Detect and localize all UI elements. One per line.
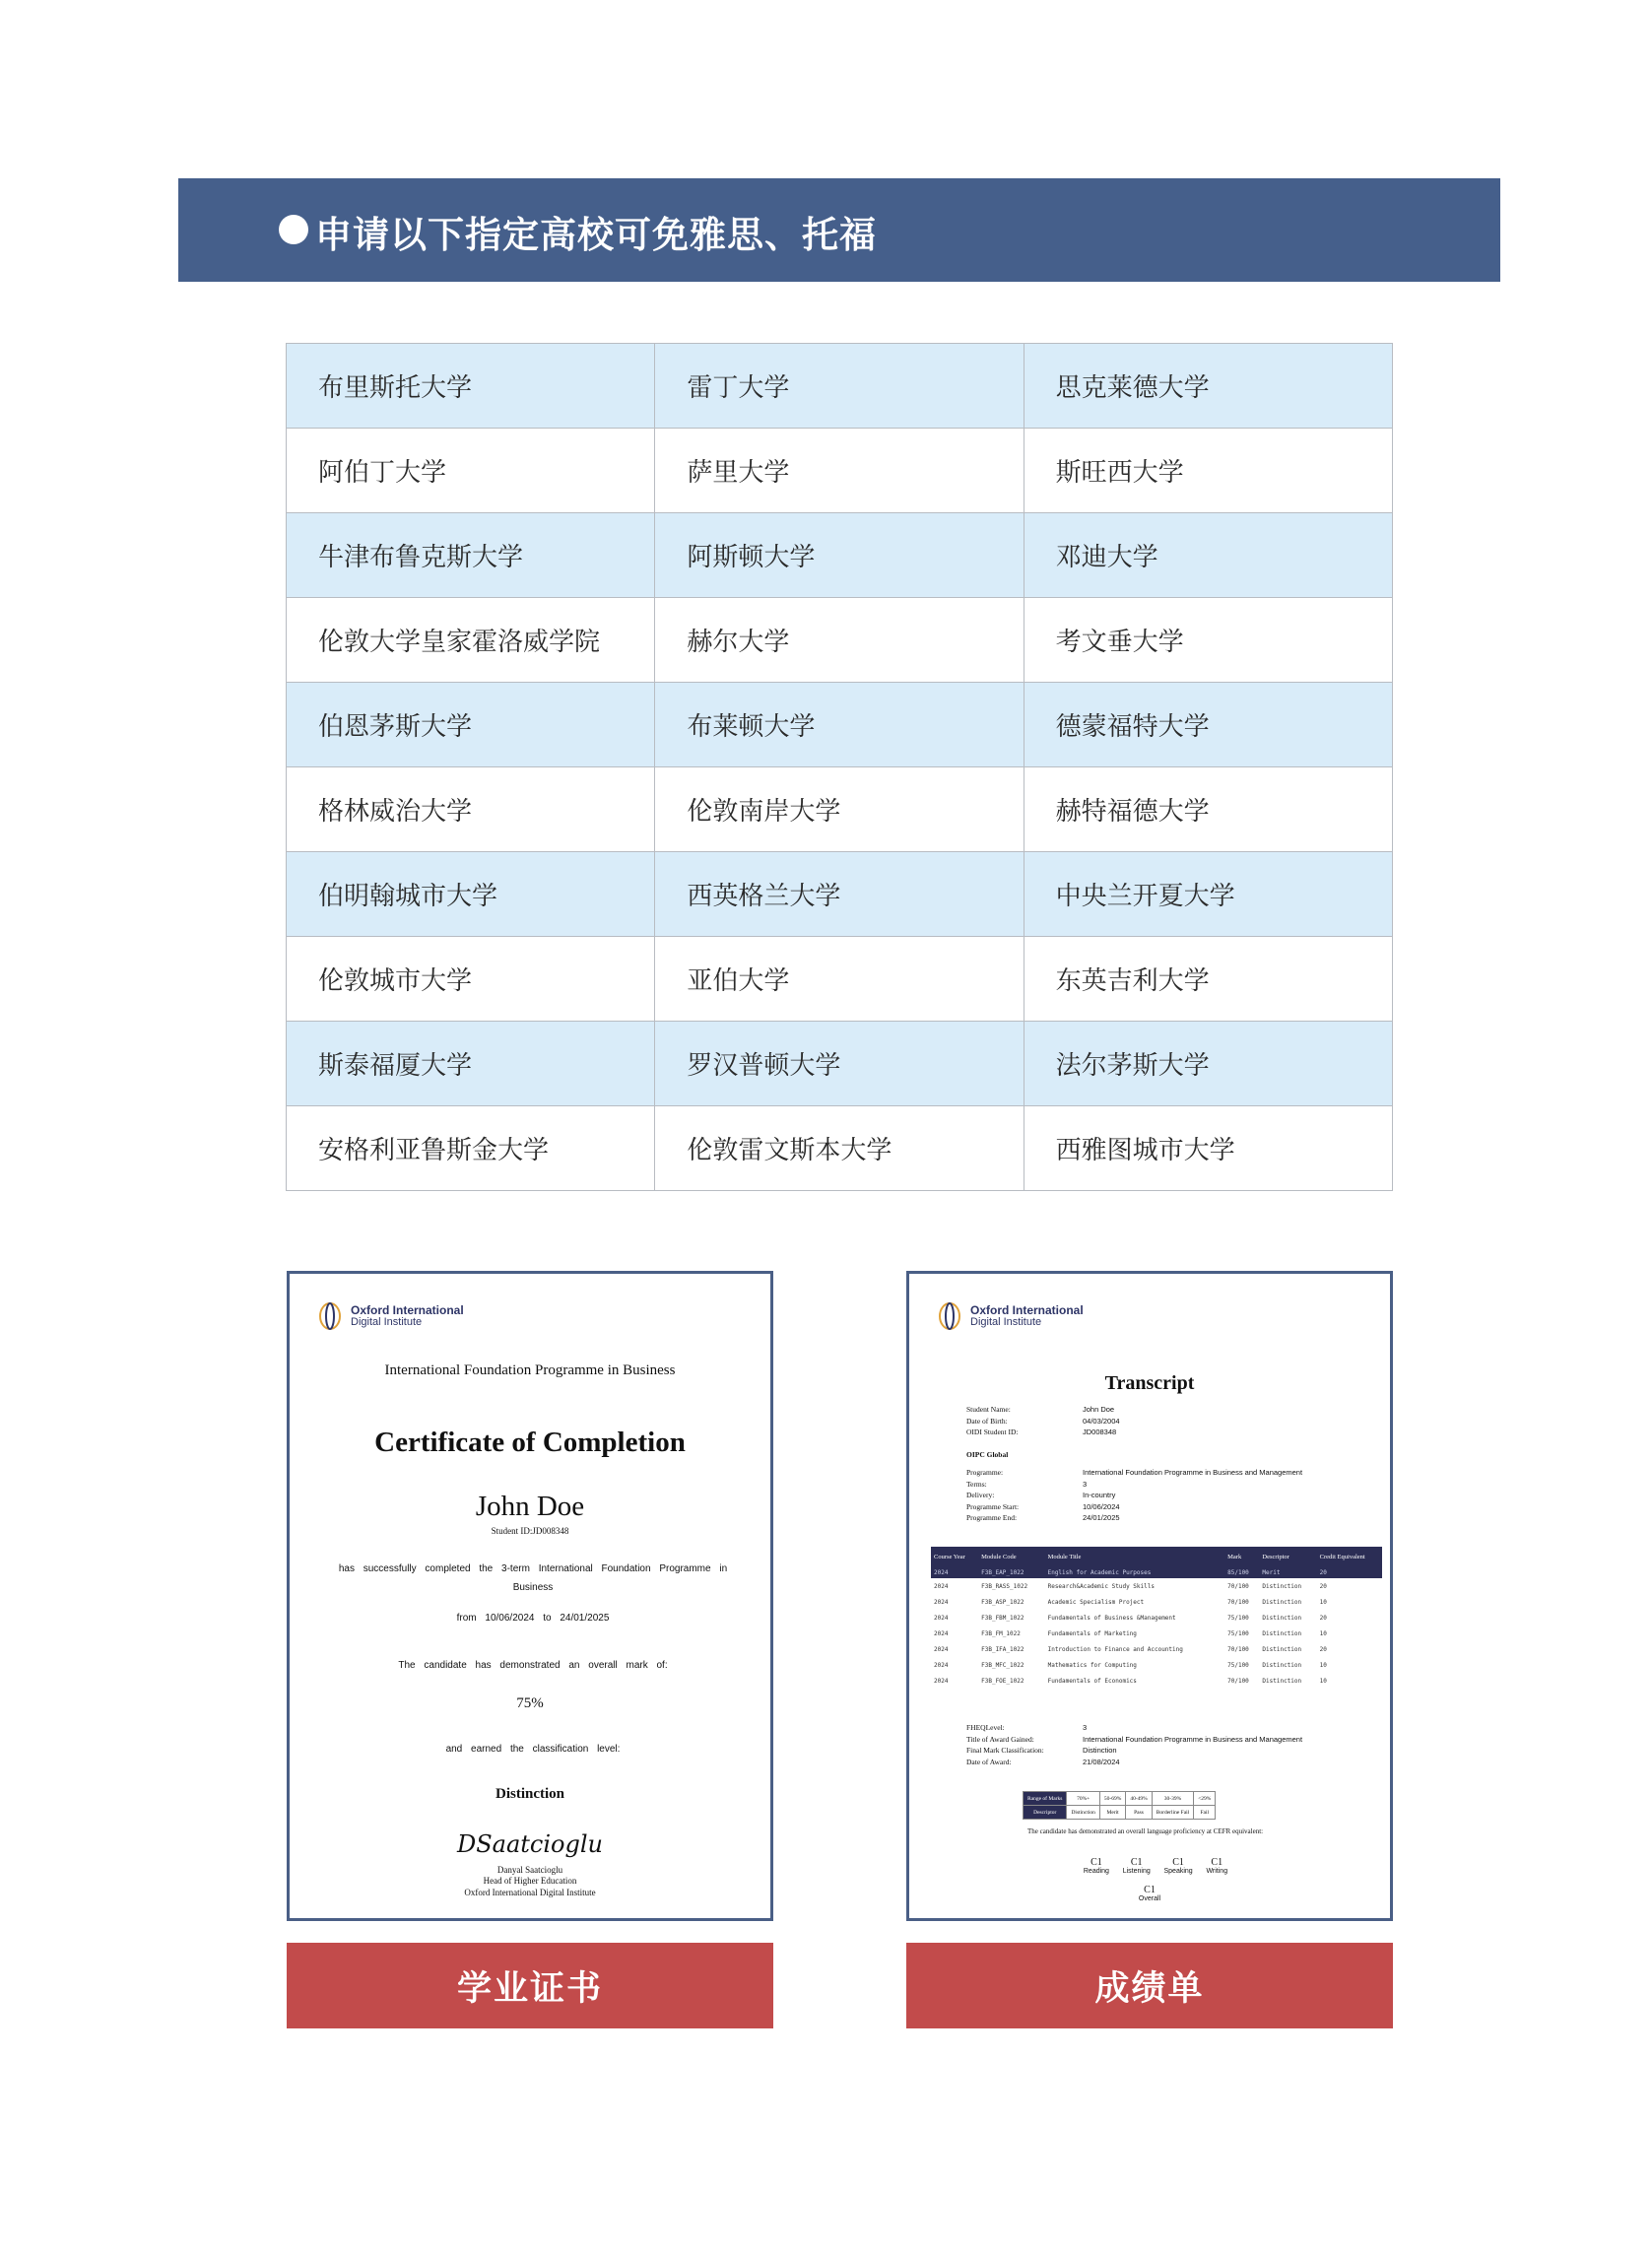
certificate-title: Certificate of Completion (374, 1427, 686, 1458)
field-key: Date of Birth: (966, 1416, 1008, 1426)
column-header: Module Title (1045, 1547, 1225, 1566)
cefr-overall (909, 1885, 1390, 1902)
field-value: 21/08/2024 (1083, 1757, 1120, 1766)
module-cell: 2024 (934, 1598, 949, 1606)
field-row (966, 1467, 1302, 1479)
field-value: In-country (1083, 1491, 1116, 1499)
table-row (931, 1566, 1382, 1578)
module-cell: 2024 (934, 1582, 949, 1590)
university-cell: 雷丁大学 (655, 344, 1024, 429)
module-cell: Academic Specialism Project (1047, 1598, 1145, 1606)
module-cell: Distinction (1262, 1677, 1302, 1685)
university-table (286, 343, 1393, 1191)
university-cell: 伯恩茅斯大学 (287, 683, 655, 767)
column-header: Credit Equivalent (1317, 1547, 1382, 1566)
student-id: Student ID:JD008348 (491, 1526, 569, 1536)
university-cell: 西雅图城市大学 (1024, 1106, 1392, 1191)
cefr-item (1123, 1857, 1151, 1875)
table-row (931, 1673, 1382, 1689)
cefr-level: C1 (1211, 1857, 1223, 1868)
field-key: Delivery: (966, 1491, 995, 1499)
field-value: John Doe (1083, 1405, 1115, 1414)
module-cell: 20 (1317, 1566, 1382, 1578)
module-cell: Distinction (1262, 1614, 1302, 1622)
university-cell: 布莱顿大学 (655, 683, 1024, 767)
module-cell: 10 (1319, 1598, 1327, 1606)
module-cell: F3B_EAP_1022 (978, 1566, 1044, 1578)
module-cell: 10 (1319, 1677, 1327, 1685)
oxford-logo-icon (317, 1301, 343, 1331)
module-cell: F3B_FOE_1022 (981, 1677, 1024, 1685)
descriptor-cell: Distinction (1067, 1806, 1099, 1820)
module-cell: Distinction (1262, 1661, 1302, 1669)
table-row (931, 1594, 1382, 1610)
student-fields (966, 1404, 1120, 1438)
certificate-logo (317, 1301, 464, 1331)
completed-text: has successfully completed the 3-term International Foundation Programme in Business (338, 1563, 728, 1593)
table-row (287, 429, 1393, 513)
module-cell: 70/100 (1227, 1677, 1249, 1685)
module-cell: 75/100 (1227, 1614, 1249, 1622)
overall-level: C1 (1144, 1885, 1156, 1895)
cefr-level: C1 (1090, 1857, 1102, 1868)
university-cell: 思克莱德大学 (1024, 344, 1392, 429)
module-table (931, 1547, 1382, 1689)
field-row (966, 1745, 1302, 1757)
cefr-label: Writing (1206, 1868, 1228, 1875)
field-key: Programme Start: (966, 1501, 1020, 1511)
table-row (287, 1022, 1393, 1106)
university-cell: 伯明翰城市大学 (287, 852, 655, 937)
classification: Distinction (495, 1786, 564, 1802)
module-cell: F3B_IFA_1022 (981, 1645, 1024, 1653)
module-cell: F3B_FM_1022 (981, 1629, 1021, 1637)
field-row (966, 1722, 1302, 1734)
certificate-programme: International Foundation Programme in Business (384, 1362, 676, 1378)
cefr-label: Speaking (1163, 1868, 1193, 1875)
university-cell: 赫特福德大学 (1024, 767, 1392, 852)
table-row (931, 1610, 1382, 1626)
student-name: John Doe (475, 1491, 585, 1522)
field-value: JD008348 (1083, 1427, 1117, 1436)
module-cell: 2024 (934, 1614, 949, 1622)
range-cell: <29% (1194, 1792, 1216, 1806)
cefr-item (1206, 1857, 1227, 1875)
field-value: International Foundation Programme in Business and Management (1083, 1734, 1303, 1744)
module-cell: 70/100 (1227, 1598, 1249, 1606)
module-cell: Merit (1259, 1566, 1316, 1578)
oxford-logo-icon (937, 1301, 962, 1331)
field-row (966, 1512, 1302, 1524)
bullet-dot-icon (279, 215, 308, 244)
university-cell: 伦敦大学皇家霍洛威学院 (287, 598, 655, 683)
module-cell: Distinction (1262, 1598, 1302, 1606)
column-header: Course Year (931, 1547, 978, 1566)
cefr-level: C1 (1130, 1857, 1143, 1868)
cefr-item (1084, 1857, 1109, 1875)
oipc-label: OIPC Global (966, 1450, 1009, 1459)
module-cell: 2024 (934, 1629, 949, 1637)
range-cell: 50-69% (1099, 1792, 1125, 1806)
cefr-level: C1 (1172, 1857, 1184, 1868)
field-key: Programme End: (966, 1513, 1018, 1522)
university-cell: 阿斯顿大学 (655, 513, 1024, 598)
university-cell: 萨里大学 (655, 429, 1024, 513)
table-row (931, 1578, 1382, 1594)
field-key: OIDI Student ID: (966, 1427, 1019, 1436)
award-fields (966, 1722, 1302, 1767)
descriptor-cell: Descriptor (1024, 1806, 1067, 1820)
signer-block (290, 1865, 770, 1898)
university-cell: 牛津布鲁克斯大学 (287, 513, 655, 598)
logo-line2: Digital Institute (351, 1315, 423, 1328)
module-cell: 75/100 (1227, 1661, 1249, 1669)
module-cell: English for Academic Purposes (1045, 1566, 1225, 1578)
module-cell: 70/100 (1227, 1582, 1249, 1590)
overall-label: Overall (1138, 1895, 1161, 1902)
descriptor-cell: Fail (1194, 1806, 1216, 1820)
module-cell: 2024 (934, 1661, 949, 1669)
cefr-label: Listening (1122, 1868, 1151, 1875)
table-row (287, 344, 1393, 429)
column-header: Module Code (978, 1547, 1044, 1566)
table-row (287, 683, 1393, 767)
module-cell: 75/100 (1227, 1629, 1249, 1637)
field-key: Programme: (966, 1468, 1004, 1477)
field-value: 24/01/2025 (1083, 1513, 1120, 1522)
university-cell: 阿伯丁大学 (287, 429, 655, 513)
field-key: Date of Award: (966, 1757, 1012, 1766)
table-row (287, 598, 1393, 683)
module-cell: 70/100 (1227, 1645, 1249, 1653)
table-row (287, 1106, 1393, 1191)
demonstrated-text: The candidate has demonstrated an overall mark of: (398, 1660, 668, 1671)
field-row (966, 1427, 1120, 1438)
module-cell: Distinction (1262, 1582, 1302, 1590)
range-cell: Range of Marks (1024, 1792, 1067, 1806)
descriptor-cell: Pass (1126, 1806, 1152, 1820)
certificate-document (287, 1271, 773, 1921)
university-cell: 伦敦雷文斯本大学 (655, 1106, 1024, 1191)
field-row (966, 1501, 1302, 1513)
certificate-button[interactable]: 学业证书 (287, 1943, 773, 2028)
field-key: Terms: (966, 1479, 987, 1489)
range-cell: 40-49% (1126, 1792, 1152, 1806)
column-header: Descriptor (1259, 1547, 1316, 1566)
transcript-button[interactable]: 成绩单 (906, 1943, 1393, 2028)
university-cell: 斯旺西大学 (1024, 429, 1392, 513)
programme-fields (966, 1467, 1302, 1524)
university-cell: 布里斯托大学 (287, 344, 655, 429)
cefr-item (1163, 1857, 1192, 1875)
table-row (287, 937, 1393, 1022)
university-cell: 伦敦城市大学 (287, 937, 655, 1022)
university-cell: 伦敦南岸大学 (655, 767, 1024, 852)
range-cell: 30-39% (1152, 1792, 1193, 1806)
signer-title: Head of Higher Education (483, 1876, 577, 1887)
university-cell: 中央兰开夏大学 (1024, 852, 1392, 937)
university-cell: 西英格兰大学 (655, 852, 1024, 937)
module-cell: Fundamentals of Economics (1047, 1677, 1137, 1685)
transcript-logo (937, 1301, 1084, 1331)
field-row (966, 1757, 1302, 1768)
module-cell: Fundamentals of Marketing (1047, 1629, 1137, 1637)
descriptor-cell: Merit (1099, 1806, 1125, 1820)
module-cell: Distinction (1262, 1645, 1302, 1653)
field-row (966, 1404, 1120, 1416)
table-row (287, 767, 1393, 852)
module-cell: 10 (1319, 1661, 1327, 1669)
earned-text: and earned the classification level: (445, 1744, 621, 1755)
module-cell: 20 (1319, 1645, 1327, 1653)
module-cell: 20 (1319, 1582, 1327, 1590)
university-cell: 赫尔大学 (655, 598, 1024, 683)
module-cell: 2024 (934, 1645, 949, 1653)
module-cell: 2024 (934, 1677, 949, 1685)
overall-mark: 75% (516, 1695, 544, 1711)
university-cell: 考文垂大学 (1024, 598, 1392, 683)
transcript-title: Transcript (1104, 1372, 1195, 1394)
module-cell: F3B_ASP_1022 (981, 1598, 1024, 1606)
field-value: 10/06/2024 (1083, 1501, 1120, 1511)
table-row (931, 1641, 1382, 1657)
table-row (931, 1657, 1382, 1673)
university-cell: 邓迪大学 (1024, 513, 1392, 598)
logo-line2: Digital Institute (970, 1315, 1042, 1328)
field-key: Final Mark Classification: (966, 1746, 1044, 1755)
module-cell: Fundamentals of Business &Management (1047, 1614, 1176, 1622)
module-cell: Research&Academic Study Skills (1047, 1582, 1155, 1590)
university-cell: 亚伯大学 (655, 937, 1024, 1022)
descriptor-cell: Borderline Fail (1152, 1806, 1193, 1820)
module-cell: Distinction (1262, 1629, 1302, 1637)
university-cell: 东英吉利大学 (1024, 937, 1392, 1022)
range-cell: 70%+ (1067, 1792, 1099, 1806)
transcript-document (906, 1271, 1393, 1921)
module-cell: F3B_MFC_1022 (981, 1661, 1024, 1669)
signer-org: Oxford International Digital Institute (464, 1887, 596, 1897)
module-cell: 10 (1319, 1629, 1327, 1637)
logo-line1: Oxford International (351, 1302, 464, 1317)
module-cell: 2024 (931, 1566, 978, 1578)
field-value: International Foundation Programme in Business and Management (1083, 1468, 1303, 1477)
field-row (966, 1416, 1120, 1427)
table-row (931, 1626, 1382, 1641)
column-header: Mark (1224, 1547, 1259, 1566)
university-cell: 格林威治大学 (287, 767, 655, 852)
university-cell: 斯泰福厦大学 (287, 1022, 655, 1106)
module-cell: F3B_RASS_1022 (981, 1582, 1028, 1590)
table-row (287, 852, 1393, 937)
field-value: 3 (1083, 1723, 1088, 1732)
table-row (287, 513, 1393, 598)
banner-title: 申请以下指定高校可免雅思、托福 (315, 214, 877, 256)
logo-line1: Oxford International (970, 1302, 1084, 1317)
field-row (966, 1490, 1302, 1501)
cefr-label: Reading (1083, 1868, 1109, 1875)
university-cell: 法尔茅斯大学 (1024, 1022, 1392, 1106)
university-cell: 安格利亚鲁斯金大学 (287, 1106, 655, 1191)
cefr-text: The candidate has demonstrated an overall language proficiency at CEFR equivalent: (1027, 1827, 1264, 1835)
university-cell: 德蒙福特大学 (1024, 683, 1392, 767)
field-row (966, 1734, 1302, 1746)
module-cell: Mathematics for Computing (1047, 1661, 1137, 1669)
programme-dates: from 10/06/2024 to 24/01/2025 (456, 1613, 610, 1624)
field-key: FHEQLevel: (966, 1723, 1005, 1732)
module-cell: 20 (1319, 1614, 1327, 1622)
module-cell: 85/100 (1224, 1566, 1259, 1578)
signature: DSaatcioglu (456, 1830, 603, 1858)
field-value: 3 (1083, 1479, 1088, 1489)
field-value: 04/03/2004 (1083, 1416, 1120, 1426)
cefr-levels (1077, 1857, 1234, 1875)
field-value: Distinction (1083, 1746, 1117, 1755)
field-row (966, 1479, 1302, 1491)
field-key: Student Name: (966, 1405, 1011, 1414)
module-cell: F3B_FBM_1022 (981, 1614, 1024, 1622)
module-cell: Introduction to Finance and Accounting (1047, 1645, 1183, 1653)
signer-name: Danyal Saatcioglu (496, 1865, 563, 1875)
field-key: Title of Award Gained: (966, 1734, 1034, 1744)
ranges-table (1023, 1791, 1216, 1820)
university-cell: 罗汉普顿大学 (655, 1022, 1024, 1106)
